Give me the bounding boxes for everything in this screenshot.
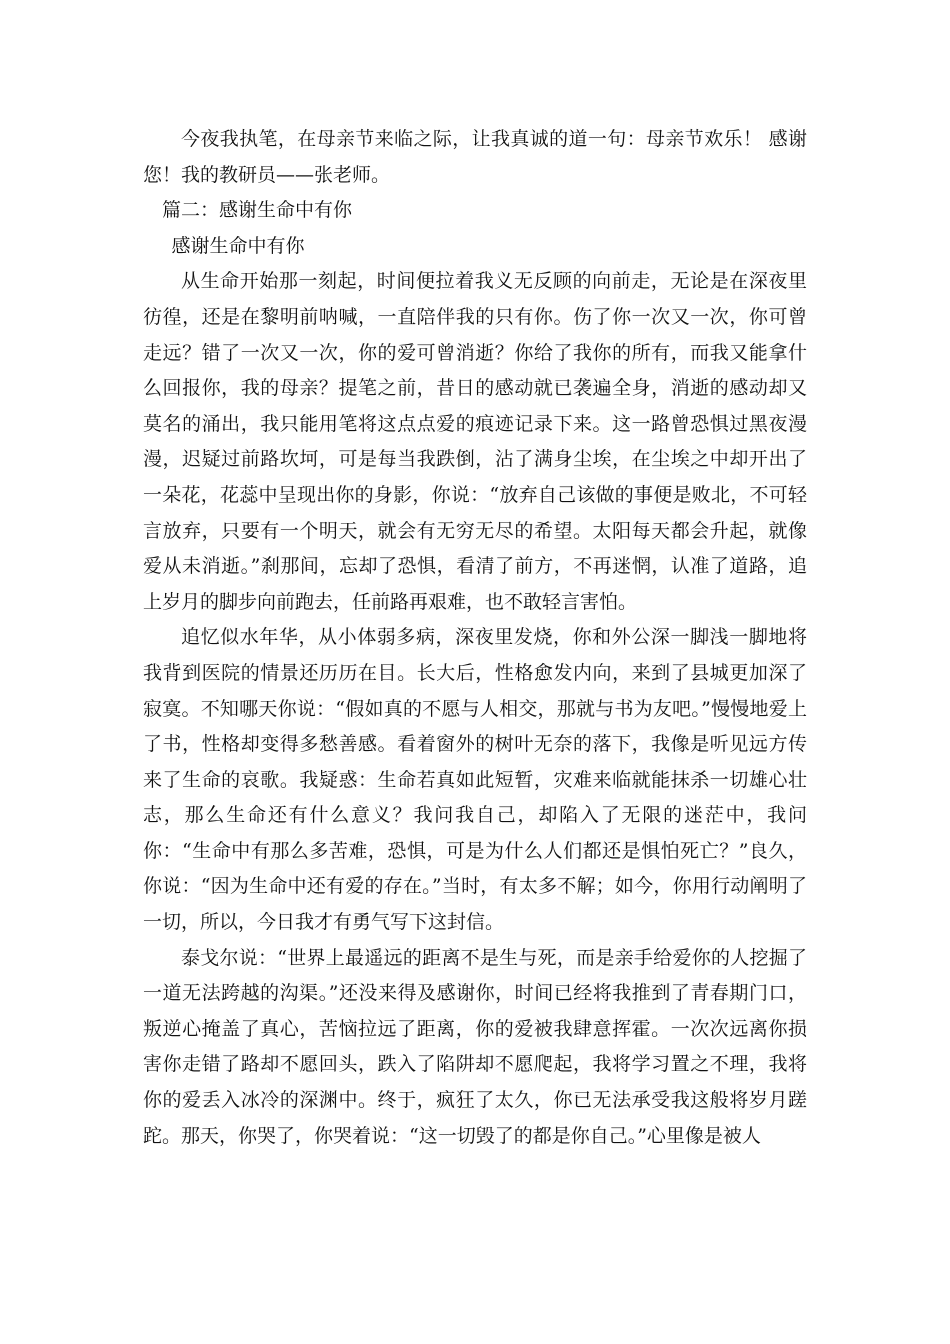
- paragraph-body: 从生命开始那一刻起，时间便拉着我义无反顾的向前走，无论是在深夜里彷徨，还是在黎明前呐喊，一直陪伴我的只有你。伤了你一次又一次，你可曾走远？错了一次又一次，你的爱可曾消逝？你给了我你的所有，而我又能拿什么回报你，我的母亲？提笔之前，昔日的感动就已袭遍全身，消逝的感动却又莫名的涌出，我只能用笔将这点点爱的痕迹记录下来。这一路曾恐惧过黑夜漫漫，迟疑过前路坎坷，可是每当我跌倒，沾了满身尘埃，在尘埃之中却开出了一朵花，花蕊中呈现出你的身影，你说：“放弃自己该做的事便是败北，不可轻言放弃，只要有一个明天，就会有无穷无尽的希望。太阳每天都会升起，就像爱从未消逝。”刹那间，忘却了恐惧，看清了前方，不再迷惘，认准了道路，追上岁月的脚步向前跑去，任前路再艰难，也不敢轻言害怕。: [143, 270, 807, 613]
- paragraph-closing-thanks: 今夜我执笔，在母亲节来临之际，让我真诚的道一句：母亲节欢乐！ 感谢您！我的教研员——张老师。: [143, 128, 807, 186]
- paragraph-body: 泰戈尔说：“世界上最遥远的距离不是生与死，而是亲手给爱你的人挖掘了一道无法跨越的沟渠。”还没来得及感谢你，时间已经将我推到了青春期门口，叛逆心掩盖了真心，苦恼拉远了距离，你的爱被我肆意挥霍。一次次远离你损害你走错了路却不愿回头，跌入了陷阱却不愿爬起，我将学习置之不理，我将你的爱丢入冰冷的深渊中。终于，疯狂了太久，你已无法承受我这般将岁月蹉跎。那天，你哭了，你哭着说：“这一切毁了的都是你自己。”心里像是被人: [143, 946, 807, 1147]
- article-title: 感谢生命中有你: [171, 234, 305, 257]
- document-body: [143, 122, 807, 1154]
- paragraph-body: 追忆似水年华，从小体弱多病，深夜里发烧，你和外公深一脚浅一脚地将我背到医院的情景还历历在目。长大后，性格愈发内向，来到了县城更加深了寂寞。不知哪天你说：“假如真的不愿与人相交，那就与书为友吧。”慢慢地爱上了书，性格却变得多愁善感。看着窗外的树叶无奈的落下，我像是听见远方传来了生命的哀歌。我疑惑：生命若真如此短暂，灾难来临就能抹杀一切雄心壮志，那么生命还有什么意义？我问我自己，却陷入了无限的迷茫中，我问你：“生命中有那么多苦难，恐惧，可是为什么人们都还是惧怕死亡？”良久，你说：“因为生命中还有爱的存在。”当时，有太多不解；如今，你用行动阐明了一切，所以，今日我才有勇气写下这封信。: [143, 626, 807, 934]
- section-heading: 篇二：感谢生命中有你: [162, 199, 353, 222]
